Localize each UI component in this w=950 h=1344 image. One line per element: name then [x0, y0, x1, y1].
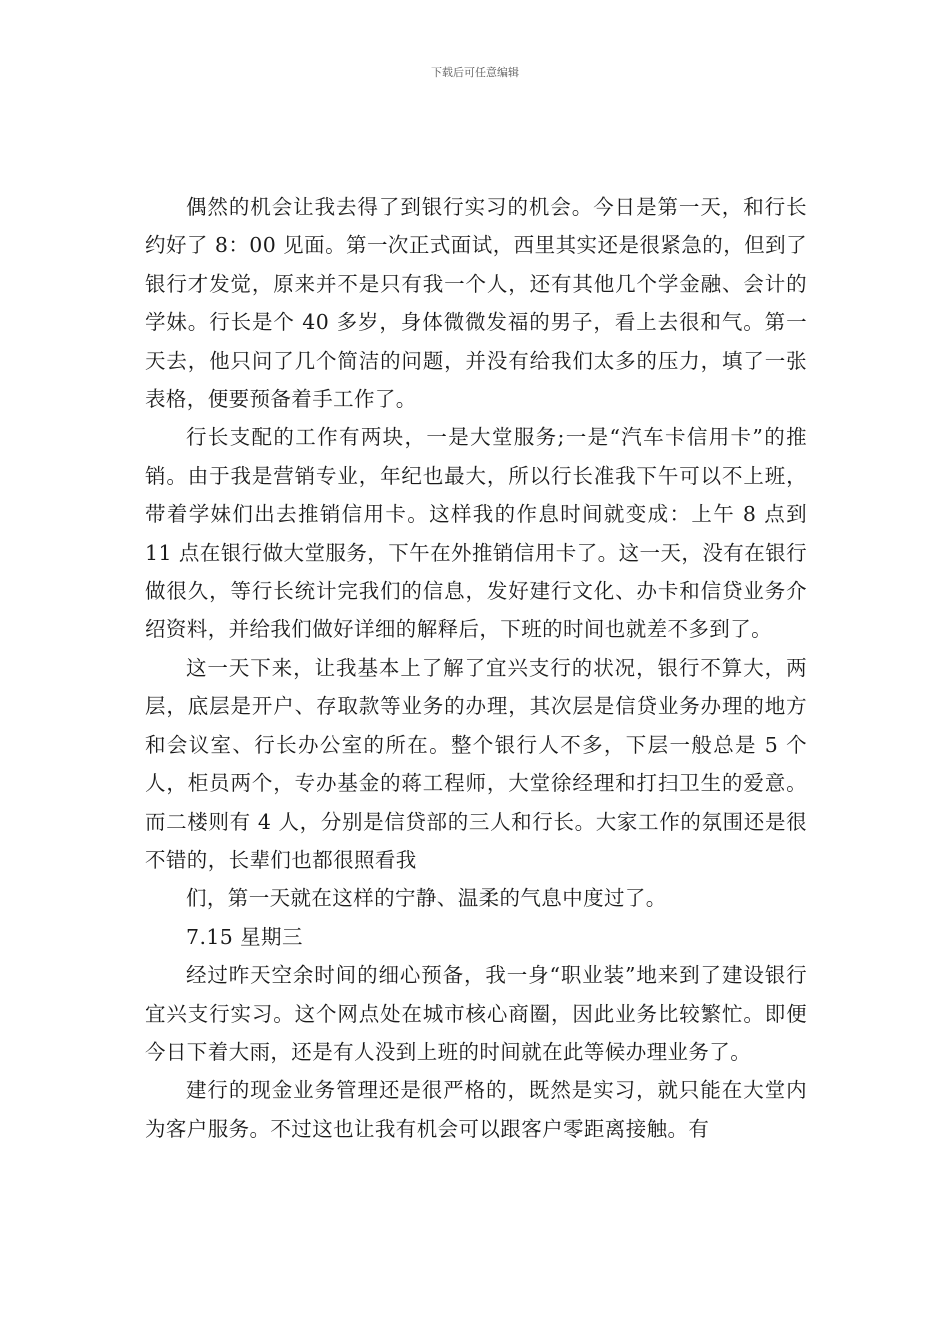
paragraph-cash-management: 建行的现金业务管理还是很严格的，既然是实习，就只能在大堂内为客户服务。不过这也让我有机会可以跟客户零距离接触。有: [145, 1078, 807, 1141]
document-body: [145, 188, 807, 1148]
paragraph-work-assignment: 行长支配的工作有两块，一是大堂服务;一是“汽车卡信用卡”的推销。由于我是营销专业，年纪也最大，所以行长准我下午可以不上班，带着学妹们出去推销信用卡。这样我的作息时间就变成：上午 8 点到 11 点在银行做大堂服务，下午在外推销信用卡了。这一天，没有在银行做很久，等行长统计完我们的信息，发好建行文化、办卡和信贷业务介绍资料，并给我们做好详细的解释后，下班的时间也就差不多到了。: [145, 425, 807, 642]
page-header: 下载后可任意编辑: [431, 66, 519, 79]
paragraph-first-day-end: 们，第一天就在这样的宁静、温柔的气息中度过了。: [186, 886, 667, 911]
paragraph-first-day: 偶然的机会让我去得了到银行实习的机会。今日是第一天，和行长约好了 8：00 见面。第一次正式面试，西里其实还是很紧急的，但到了银行才发觉，原来并不是只有我一个人，还有其他几个学金融、会计的学妹。行长是个 40 多岁，身体微微发福的男子，看上去很和气。第一天去，他只问了几个简洁的问题，并没有给我们太多的压力，填了一张表格，便要预备着手工作了。: [145, 195, 807, 412]
date-heading: 7.15 星期三: [186, 924, 303, 949]
paragraph-branch-overview: 这一天下来，让我基本上了解了宜兴支行的状况，银行不算大，两层，底层是开户、存取款等业务的办理，其次层是信贷业务办理的地方和会议室、行长办公室的所在。整个银行人不多，下层一般总是 5 个人，柜员两个，专办基金的蒋工程师，大堂徐经理和打扫卫生的爱意。而二楼则有 4 人，分别是信贷部的三人和行长。大家工作的氛围还是很不错的，长辈们也都很照看我: [145, 655, 807, 872]
paragraph-second-day: 经过昨天空余时间的细心预备，我一身“职业装”地来到了建设银行宜兴支行实习。这个网点处在城市核心商圈，因此业务比较繁忙。即便今日下着大雨，还是有人没到上班的时间就在此等候办理业务了。: [145, 963, 807, 1064]
